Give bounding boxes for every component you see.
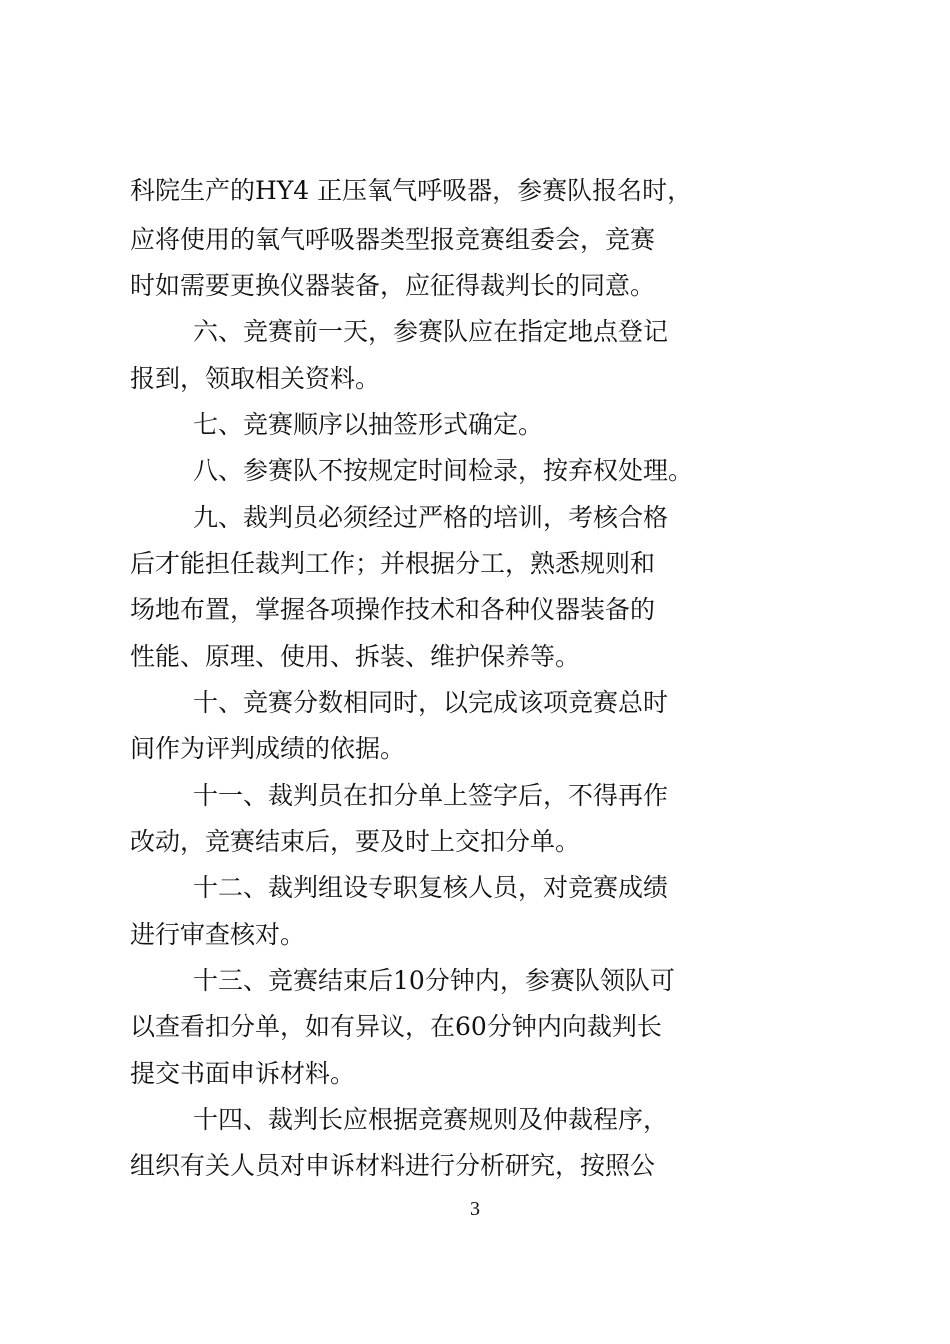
text-line: 性能、原理、使用、拆装、维护保养等。 bbox=[130, 642, 581, 671]
text-line: 改动，竞赛结束后，要及时上交扣分单。 bbox=[130, 827, 581, 856]
text-line: 六、竞赛前一天，参赛队应在指定地点登记 bbox=[193, 317, 669, 346]
text-line: 十一、裁判员在扣分单上签字后，不得再作 bbox=[193, 781, 669, 810]
text-line: 七、竞赛顺序以抽签形式确定。 bbox=[193, 410, 544, 439]
text-line: 间作为评判成绩的依据。 bbox=[130, 734, 406, 763]
text-line: 十四、裁判长应根据竞赛规则及仲裁程序， bbox=[193, 1105, 669, 1134]
text-line: 组织有关人员对申诉材料进行分析研究，按照公 bbox=[130, 1151, 656, 1180]
text-line: 十二、裁判组设专职复核人员，对竞赛成绩 bbox=[193, 873, 669, 902]
text-line: 时如需要更换仪器装备，应征得裁判长的同意。 bbox=[130, 271, 656, 300]
text-line: 进行审查核对。 bbox=[130, 920, 306, 949]
text-line: 科院生产的HY4 正压氧气呼吸器，参赛队报名时， bbox=[130, 176, 693, 205]
text-line: 八、参赛队不按规定时间检录，按弃权处理。 bbox=[193, 456, 694, 485]
text-line: 九、裁判员必须经过严格的培训，考核合格 bbox=[193, 503, 669, 532]
text-line: 以查看扣分单，如有异议，在60分钟内向裁判长 bbox=[130, 1012, 662, 1041]
text-line: 应将使用的氧气呼吸器类型报竞赛组委会，竞赛 bbox=[130, 225, 656, 254]
text-line: 十三、竞赛结束后10分钟内，参赛队领队可 bbox=[193, 966, 675, 995]
text-line: 后才能担任裁判工作；并根据分工，熟悉规则和 bbox=[130, 549, 656, 578]
text-line: 场地布置，掌握各项操作技术和各种仪器装备的 bbox=[130, 595, 656, 624]
text-line: 提交书面申诉材料。 bbox=[130, 1059, 356, 1088]
text-line: 十、竞赛分数相同时，以完成该项竞赛总时 bbox=[193, 688, 669, 717]
text-line: 报到，领取相关资料。 bbox=[130, 364, 381, 393]
page-number: 3 bbox=[470, 1198, 480, 1220]
